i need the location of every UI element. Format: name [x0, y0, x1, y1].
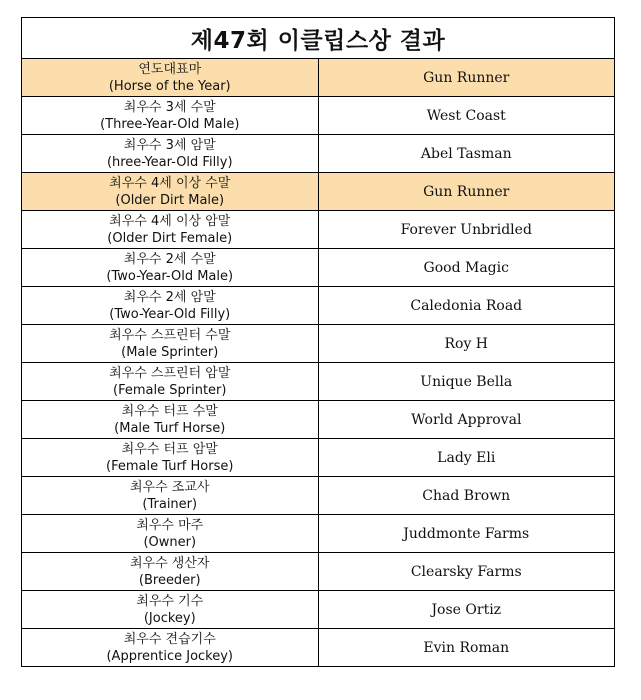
award-name-korean: 최우수 견습기수 — [123, 631, 216, 647]
winner-cell: Unique Bella — [318, 363, 615, 401]
award-name-english: (Female Turf Horse) — [106, 458, 234, 474]
award-row — [22, 97, 615, 135]
award-name-english: (Female Sprinter) — [113, 382, 227, 398]
award-name-english: (Apprentice Jockey) — [106, 648, 233, 664]
award-row — [22, 59, 615, 97]
award-category-cell — [22, 211, 319, 249]
winner-cell: Chad Brown — [318, 477, 615, 515]
winner-cell: Abel Tasman — [318, 135, 615, 173]
award-name-english: (Jockey) — [143, 610, 196, 626]
award-name-english: (Older Dirt Female) — [107, 230, 233, 246]
award-row — [22, 287, 615, 325]
winner-cell: Caledonia Road — [318, 287, 615, 325]
award-row — [22, 135, 615, 173]
award-row — [22, 629, 615, 667]
award-name-korean: 연도대표마 — [138, 61, 202, 77]
award-name-english: (Male Sprinter) — [121, 344, 219, 360]
award-category-cell — [22, 591, 319, 629]
award-name-english: (Older Dirt Male) — [115, 192, 225, 208]
winner-cell: Clearsky Farms — [318, 553, 615, 591]
award-name-korean: 최우수 기수 — [136, 593, 204, 609]
award-name-korean: 최우수 조교사 — [130, 479, 210, 495]
winner-cell: Lady Eli — [318, 439, 615, 477]
winner-cell: Evin Roman — [318, 629, 615, 667]
award-category-cell — [22, 553, 319, 591]
award-name-english: (Two-Year-Old Male) — [106, 268, 234, 284]
award-name-english: (hree-Year-Old Filly) — [106, 154, 233, 170]
award-category-cell — [22, 439, 319, 477]
award-name-english: (Two-Year-Old Filly) — [109, 306, 231, 322]
document-title: 제47회 이클립스상 결과 — [22, 18, 615, 59]
winner-cell: West Coast — [318, 97, 615, 135]
award-name-korean: 최우수 생산자 — [130, 555, 210, 571]
award-row — [22, 591, 615, 629]
award-category-cell — [22, 477, 319, 515]
award-name-korean: 최우수 4세 이상 암말 — [109, 213, 231, 229]
award-row — [22, 515, 615, 553]
award-name-korean: 최우수 마주 — [136, 517, 204, 533]
table-body — [22, 18, 615, 667]
award-name-korean: 최우수 스프린터 암말 — [109, 365, 231, 381]
title-row — [22, 18, 615, 59]
winner-cell: Good Magic — [318, 249, 615, 287]
award-category-cell — [22, 401, 319, 439]
award-category-cell — [22, 97, 319, 135]
winner-cell: World Approval — [318, 401, 615, 439]
award-category-cell — [22, 135, 319, 173]
award-name-english: (Horse of the Year) — [108, 78, 231, 94]
award-name-korean: 최우수 터프 수말 — [121, 403, 218, 419]
winner-cell: Jose Ortiz — [318, 591, 615, 629]
award-row — [22, 363, 615, 401]
award-category-cell — [22, 173, 319, 211]
award-row — [22, 439, 615, 477]
award-row — [22, 173, 615, 211]
eclipse-awards-results-table — [21, 17, 615, 667]
winner-cell: Gun Runner — [318, 59, 615, 97]
winner-cell: Forever Unbridled — [318, 211, 615, 249]
award-name-korean: 최우수 스프린터 수말 — [109, 327, 231, 343]
award-name-english: (Breeder) — [138, 572, 201, 588]
award-name-korean: 최우수 3세 수말 — [123, 99, 216, 115]
award-row — [22, 553, 615, 591]
award-category-cell — [22, 515, 319, 553]
award-row — [22, 477, 615, 515]
award-name-english: (Owner) — [143, 534, 197, 550]
award-category-cell — [22, 59, 319, 97]
award-name-korean: 최우수 터프 암말 — [121, 441, 218, 457]
award-category-cell — [22, 287, 319, 325]
award-category-cell — [22, 629, 319, 667]
award-category-cell — [22, 363, 319, 401]
winner-cell: Roy H — [318, 325, 615, 363]
award-name-english: (Three-Year-Old Male) — [100, 116, 240, 132]
award-row — [22, 325, 615, 363]
award-row — [22, 211, 615, 249]
award-row — [22, 249, 615, 287]
award-name-korean: 최우수 3세 암말 — [123, 137, 216, 153]
award-name-korean: 최우수 4세 이상 수말 — [109, 175, 231, 191]
award-name-english: (Male Turf Horse) — [114, 420, 226, 436]
award-name-korean: 최우수 2세 암말 — [123, 289, 216, 305]
winner-cell: Gun Runner — [318, 173, 615, 211]
award-category-cell — [22, 325, 319, 363]
award-category-cell — [22, 249, 319, 287]
award-name-english: (Trainer) — [142, 496, 198, 512]
winner-cell: Juddmonte Farms — [318, 515, 615, 553]
award-row — [22, 401, 615, 439]
award-name-korean: 최우수 2세 수말 — [123, 251, 216, 267]
